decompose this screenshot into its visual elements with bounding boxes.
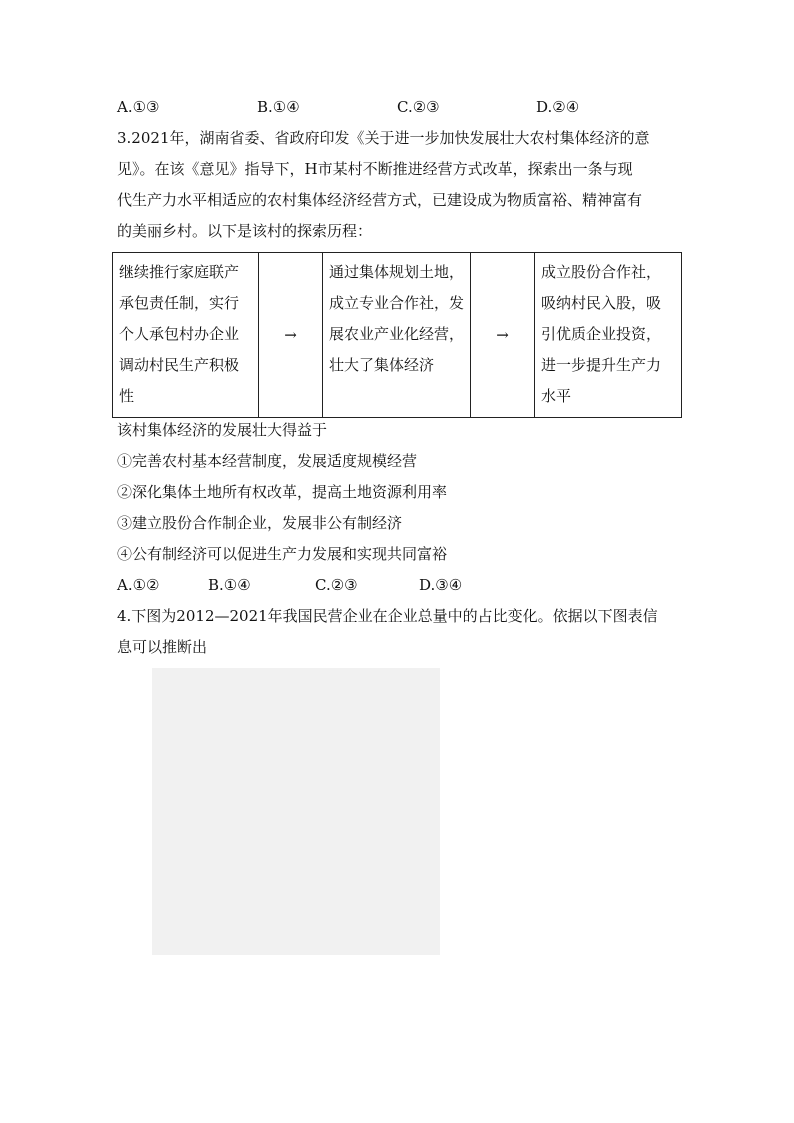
q4-stem-line-2: 息可以推断出 <box>117 638 208 656</box>
q3-flow-table <box>112 252 682 418</box>
q3-option-d: D.③④ <box>419 576 463 594</box>
q4-chart-image <box>152 668 440 955</box>
q3-statement-3: ③建立股份合作制企业，发展非公有制经济 <box>117 514 403 532</box>
q3-option-c: C.②③ <box>315 576 358 594</box>
flow-step-2: 通过集体规划土地，成立专业合作社，发展农业产业化经营，壮大了集体经济 <box>323 253 471 418</box>
q2-option-b: B.①④ <box>257 98 300 116</box>
q3-statement-4: ④公有制经济可以促进生产力发展和实现共同富裕 <box>117 545 448 563</box>
flow-arrow-1: → <box>259 253 323 418</box>
q4-stem-line-1: 4.下图为2012—2021年我国民营企业在企业总量中的占比变化。依据以下图表信 <box>117 607 658 625</box>
q3-option-b: B.①④ <box>208 576 251 594</box>
q2-option-d: D.②④ <box>536 98 580 116</box>
flow-arrow-2: → <box>471 253 535 418</box>
q3-stem-line-1: 3.2021年，湖南省委、省政府印发《关于进一步加快发展壮大农村集体经济的意 <box>117 129 650 147</box>
q3-statement-1: ①完善农村基本经营制度，发展适度规模经营 <box>117 452 418 470</box>
q3-question: 该村集体经济的发展壮大得益于 <box>117 421 328 439</box>
q3-statement-2: ②深化集体土地所有权改革，提高土地资源利用率 <box>117 483 448 501</box>
q3-option-a: A.①② <box>117 576 160 594</box>
flow-step-1: 继续推行家庭联产承包责任制，实行个人承包村办企业调动村民生产积极性 <box>113 253 259 418</box>
q2-option-a: A.①③ <box>117 98 160 116</box>
q2-option-c: C.②③ <box>397 98 440 116</box>
q3-stem-line-2: 见》。在该《意见》指导下，H市某村不断推进经营方式改革，探索出一条与现 <box>117 160 633 178</box>
q3-stem-line-4: 的美丽乡村。以下是该村的探索历程： <box>117 222 373 240</box>
flow-step-3: 成立股份合作社，吸纳村民入股，吸引优质企业投资，进一步提升生产力水平 <box>535 253 682 418</box>
q3-stem-line-3: 代生产力水平相适应的农村集体经济经营方式，已建设成为物质富裕、精神富有 <box>117 191 643 209</box>
